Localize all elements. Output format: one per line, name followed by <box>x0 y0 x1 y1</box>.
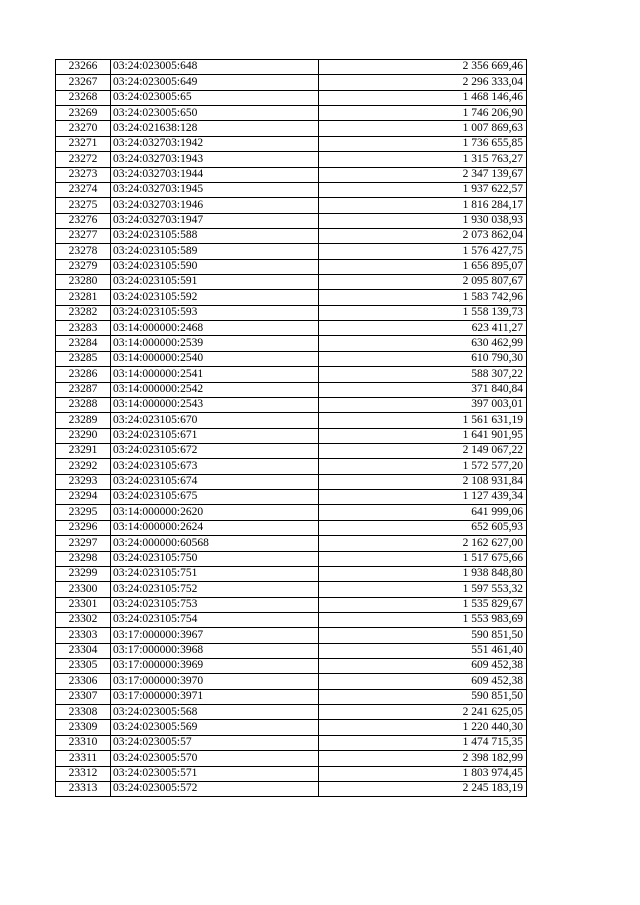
cadastral-number-cell: 03:24:000000:60568 <box>111 536 319 551</box>
value-cell: 2 245 183,19 <box>319 781 527 796</box>
value-cell: 2 149 067,22 <box>319 443 527 458</box>
value-cell: 1 007 869,63 <box>319 121 527 136</box>
table-row <box>56 520 527 535</box>
cadastral-number-cell: 03:14:000000:2540 <box>111 351 319 366</box>
row-number-cell: 23306 <box>56 674 111 689</box>
value-cell: 1 803 974,45 <box>319 766 527 781</box>
value-cell: 610 790,30 <box>319 351 527 366</box>
value-cell: 2 073 862,04 <box>319 228 527 243</box>
row-number-cell: 23303 <box>56 628 111 643</box>
value-cell: 1 746 206,90 <box>319 106 527 121</box>
row-number-cell: 23272 <box>56 152 111 167</box>
cadastral-number-cell: 03:24:032703:1944 <box>111 167 319 182</box>
value-cell: 590 851,50 <box>319 628 527 643</box>
row-number-cell: 23283 <box>56 321 111 336</box>
row-number-cell: 23276 <box>56 213 111 228</box>
table-row <box>56 443 527 458</box>
value-cell: 2 095 807,67 <box>319 275 527 290</box>
row-number-cell: 23266 <box>56 60 111 75</box>
value-cell: 630 462,99 <box>319 336 527 351</box>
value-cell: 1 572 577,20 <box>319 459 527 474</box>
row-number-cell: 23296 <box>56 520 111 535</box>
row-number-cell: 23282 <box>56 305 111 320</box>
value-cell: 2 296 333,04 <box>319 75 527 90</box>
cadastral-number-cell: 03:24:023005:570 <box>111 751 319 766</box>
row-number-cell: 23299 <box>56 566 111 581</box>
cadastral-number-cell: 03:24:023105:672 <box>111 443 319 458</box>
table-row <box>56 551 527 566</box>
table-body <box>56 60 527 797</box>
value-cell: 1 930 038,93 <box>319 213 527 228</box>
value-cell: 1 558 139,73 <box>319 305 527 320</box>
table-row <box>56 582 527 597</box>
cadastral-number-cell: 03:24:023005:65 <box>111 90 319 105</box>
table-row <box>56 735 527 750</box>
table-row <box>56 397 527 412</box>
cadastral-number-cell: 03:24:023105:673 <box>111 459 319 474</box>
row-number-cell: 23291 <box>56 443 111 458</box>
row-number-cell: 23278 <box>56 244 111 259</box>
table-row <box>56 689 527 704</box>
row-number-cell: 23279 <box>56 259 111 274</box>
row-number-cell: 23301 <box>56 597 111 612</box>
value-cell: 1 938 848,80 <box>319 566 527 581</box>
table-row <box>56 659 527 674</box>
row-number-cell: 23268 <box>56 90 111 105</box>
table-row <box>56 781 527 796</box>
cadastral-number-cell: 03:14:000000:2620 <box>111 505 319 520</box>
cadastral-number-cell: 03:24:023105:593 <box>111 305 319 320</box>
row-number-cell: 23304 <box>56 643 111 658</box>
value-cell: 2 347 139,67 <box>319 167 527 182</box>
cadastral-number-cell: 03:24:023105:589 <box>111 244 319 259</box>
cadastral-number-cell: 03:24:023105:752 <box>111 582 319 597</box>
data-table <box>55 59 527 797</box>
table-row <box>56 290 527 305</box>
cadastral-number-cell: 03:24:023105:675 <box>111 490 319 505</box>
table-row <box>56 244 527 259</box>
row-number-cell: 23292 <box>56 459 111 474</box>
table-row <box>56 628 527 643</box>
cadastral-number-cell: 03:24:023005:57 <box>111 735 319 750</box>
table-row <box>56 182 527 197</box>
row-number-cell: 23312 <box>56 766 111 781</box>
cadastral-number-cell: 03:24:023105:753 <box>111 597 319 612</box>
cadastral-number-cell: 03:24:023105:670 <box>111 413 319 428</box>
cadastral-number-cell: 03:24:023105:671 <box>111 428 319 443</box>
value-cell: 551 461,40 <box>319 643 527 658</box>
row-number-cell: 23302 <box>56 612 111 627</box>
cadastral-number-cell: 03:14:000000:2468 <box>111 321 319 336</box>
row-number-cell: 23287 <box>56 382 111 397</box>
value-cell: 590 851,50 <box>319 689 527 704</box>
value-cell: 1 315 763,27 <box>319 152 527 167</box>
table-row <box>56 474 527 489</box>
cadastral-number-cell: 03:14:000000:2539 <box>111 336 319 351</box>
cadastral-number-cell: 03:24:023005:649 <box>111 75 319 90</box>
value-cell: 641 999,06 <box>319 505 527 520</box>
cadastral-number-cell: 03:24:023105:592 <box>111 290 319 305</box>
value-cell: 609 452,38 <box>319 659 527 674</box>
row-number-cell: 23307 <box>56 689 111 704</box>
table-row <box>56 720 527 735</box>
table-row <box>56 213 527 228</box>
row-number-cell: 23280 <box>56 275 111 290</box>
table-row <box>56 336 527 351</box>
cadastral-number-cell: 03:24:023105:674 <box>111 474 319 489</box>
table-row <box>56 121 527 136</box>
row-number-cell: 23293 <box>56 474 111 489</box>
cadastral-number-cell: 03:17:000000:3968 <box>111 643 319 658</box>
table-row <box>56 459 527 474</box>
cadastral-number-cell: 03:14:000000:2543 <box>111 397 319 412</box>
row-number-cell: 23290 <box>56 428 111 443</box>
value-cell: 609 452,38 <box>319 674 527 689</box>
cadastral-number-cell: 03:24:023105:751 <box>111 566 319 581</box>
table-row <box>56 705 527 720</box>
row-number-cell: 23309 <box>56 720 111 735</box>
value-cell: 2 398 182,99 <box>319 751 527 766</box>
cadastral-number-cell: 03:14:000000:2624 <box>111 520 319 535</box>
row-number-cell: 23269 <box>56 106 111 121</box>
table-row <box>56 321 527 336</box>
row-number-cell: 23313 <box>56 781 111 796</box>
table-row <box>56 106 527 121</box>
row-number-cell: 23273 <box>56 167 111 182</box>
row-number-cell: 23267 <box>56 75 111 90</box>
row-number-cell: 23275 <box>56 198 111 213</box>
value-cell: 2 108 931,84 <box>319 474 527 489</box>
cadastral-number-cell: 03:24:023105:588 <box>111 228 319 243</box>
value-cell: 1 597 553,32 <box>319 582 527 597</box>
row-number-cell: 23308 <box>56 705 111 720</box>
table-row <box>56 751 527 766</box>
cadastral-number-cell: 03:24:023105:591 <box>111 275 319 290</box>
row-number-cell: 23271 <box>56 136 111 151</box>
value-cell: 1 816 284,17 <box>319 198 527 213</box>
row-number-cell: 23288 <box>56 397 111 412</box>
value-cell: 1 474 715,35 <box>319 735 527 750</box>
cadastral-number-cell: 03:14:000000:2541 <box>111 367 319 382</box>
value-cell: 397 003,01 <box>319 397 527 412</box>
table-row <box>56 198 527 213</box>
row-number-cell: 23270 <box>56 121 111 136</box>
row-number-cell: 23281 <box>56 290 111 305</box>
cadastral-number-cell: 03:24:023005:648 <box>111 60 319 75</box>
cadastral-number-cell: 03:24:023105:590 <box>111 259 319 274</box>
cadastral-number-cell: 03:24:032703:1946 <box>111 198 319 213</box>
table-row <box>56 305 527 320</box>
table-row <box>56 505 527 520</box>
table-row <box>56 566 527 581</box>
value-cell: 588 307,22 <box>319 367 527 382</box>
value-cell: 652 605,93 <box>319 520 527 535</box>
cadastral-number-cell: 03:17:000000:3969 <box>111 659 319 674</box>
value-cell: 371 840,84 <box>319 382 527 397</box>
row-number-cell: 23294 <box>56 490 111 505</box>
cadastral-number-cell: 03:24:023005:569 <box>111 720 319 735</box>
value-cell: 1 561 631,19 <box>319 413 527 428</box>
table-row <box>56 612 527 627</box>
table-row <box>56 367 527 382</box>
row-number-cell: 23310 <box>56 735 111 750</box>
value-cell: 1 535 829,67 <box>319 597 527 612</box>
row-number-cell: 23311 <box>56 751 111 766</box>
cadastral-number-cell: 03:24:032703:1947 <box>111 213 319 228</box>
table-row <box>56 766 527 781</box>
table-row <box>56 643 527 658</box>
table-row <box>56 413 527 428</box>
cadastral-number-cell: 03:14:000000:2542 <box>111 382 319 397</box>
table-row <box>56 536 527 551</box>
value-cell: 1 220 440,30 <box>319 720 527 735</box>
cadastral-number-cell: 03:24:032703:1943 <box>111 152 319 167</box>
table-row <box>56 259 527 274</box>
table-row <box>56 75 527 90</box>
row-number-cell: 23297 <box>56 536 111 551</box>
table-row <box>56 382 527 397</box>
row-number-cell: 23285 <box>56 351 111 366</box>
table-row <box>56 90 527 105</box>
table-row <box>56 136 527 151</box>
table-row <box>56 351 527 366</box>
value-cell: 1 656 895,07 <box>319 259 527 274</box>
table-row <box>56 428 527 443</box>
value-cell: 1 583 742,96 <box>319 290 527 305</box>
row-number-cell: 23305 <box>56 659 111 674</box>
value-cell: 623 411,27 <box>319 321 527 336</box>
cadastral-number-cell: 03:17:000000:3967 <box>111 628 319 643</box>
row-number-cell: 23284 <box>56 336 111 351</box>
value-cell: 1 468 146,46 <box>319 90 527 105</box>
table-row <box>56 228 527 243</box>
cadastral-number-cell: 03:24:023105:754 <box>111 612 319 627</box>
table-row <box>56 597 527 612</box>
table-row <box>56 60 527 75</box>
cadastral-number-cell: 03:24:032703:1942 <box>111 136 319 151</box>
row-number-cell: 23274 <box>56 182 111 197</box>
cadastral-number-cell: 03:24:023005:572 <box>111 781 319 796</box>
table-row <box>56 490 527 505</box>
cadastral-number-cell: 03:24:023105:750 <box>111 551 319 566</box>
row-number-cell: 23298 <box>56 551 111 566</box>
cadastral-number-cell: 03:24:023005:571 <box>111 766 319 781</box>
cadastral-number-cell: 03:24:023005:568 <box>111 705 319 720</box>
value-cell: 2 162 627,00 <box>319 536 527 551</box>
value-cell: 1 937 622,57 <box>319 182 527 197</box>
value-cell: 1 576 427,75 <box>319 244 527 259</box>
value-cell: 2 241 625,05 <box>319 705 527 720</box>
row-number-cell: 23286 <box>56 367 111 382</box>
table-row <box>56 275 527 290</box>
value-cell: 1 127 439,34 <box>319 490 527 505</box>
value-cell: 1 553 983,69 <box>319 612 527 627</box>
cadastral-number-cell: 03:24:021638:128 <box>111 121 319 136</box>
value-cell: 1 641 901,95 <box>319 428 527 443</box>
value-cell: 1 517 675,66 <box>319 551 527 566</box>
cadastral-number-cell: 03:24:032703:1945 <box>111 182 319 197</box>
row-number-cell: 23289 <box>56 413 111 428</box>
row-number-cell: 23277 <box>56 228 111 243</box>
cadastral-number-cell: 03:17:000000:3971 <box>111 689 319 704</box>
cadastral-number-cell: 03:17:000000:3970 <box>111 674 319 689</box>
row-number-cell: 23295 <box>56 505 111 520</box>
row-number-cell: 23300 <box>56 582 111 597</box>
table-row <box>56 152 527 167</box>
cadastral-number-cell: 03:24:023005:650 <box>111 106 319 121</box>
table-row <box>56 167 527 182</box>
value-cell: 1 736 655,85 <box>319 136 527 151</box>
value-cell: 2 356 669,46 <box>319 60 527 75</box>
table-row <box>56 674 527 689</box>
